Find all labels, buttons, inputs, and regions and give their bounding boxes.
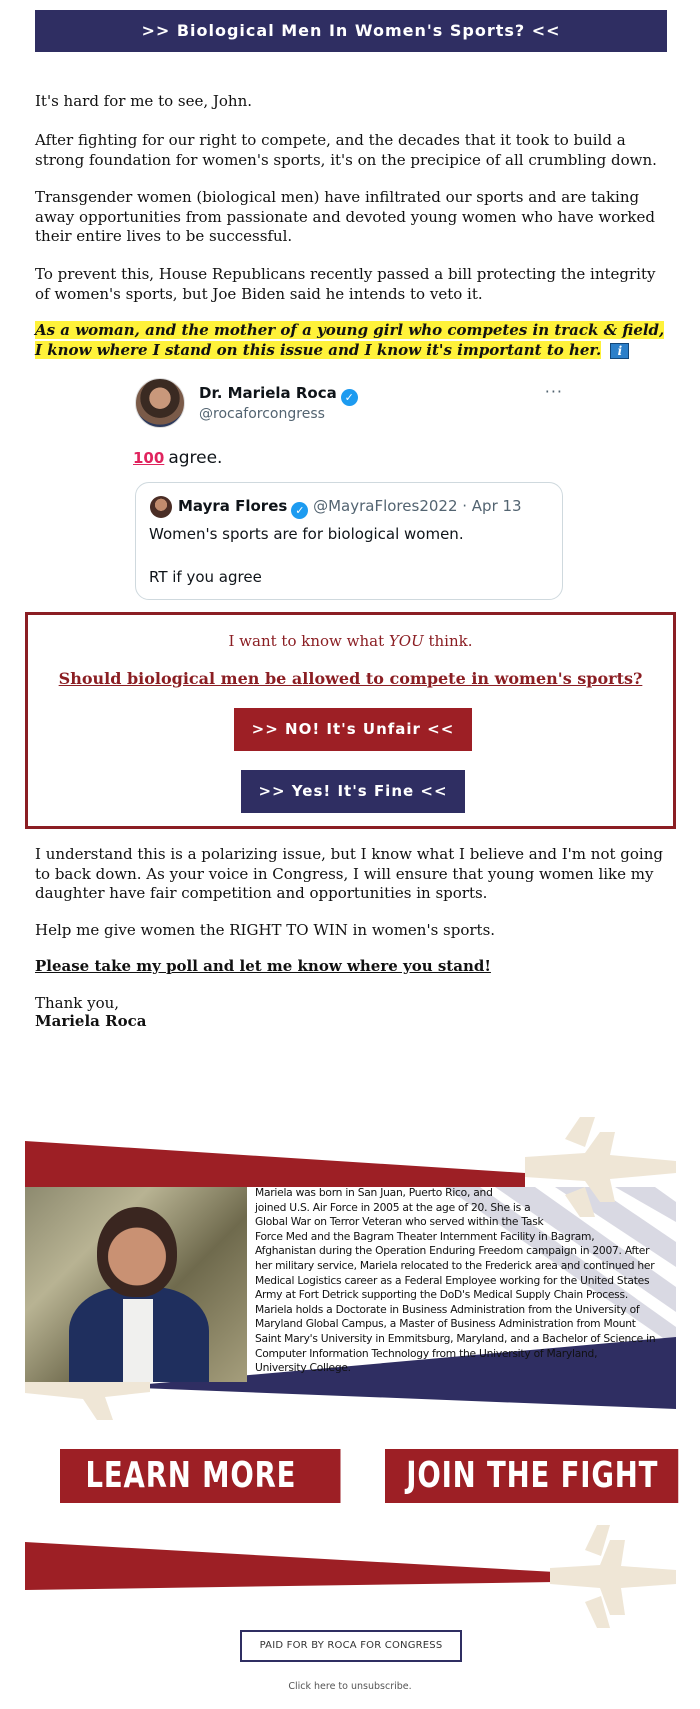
- poll-intro-after: think.: [423, 632, 473, 650]
- learn-more-button[interactable]: LEARN MORE: [60, 1449, 341, 1503]
- bio-line: Computer Information Technology from the University of Maryland,: [255, 1346, 598, 1360]
- bio-line: Saint Mary's University in Emmitsburg, Maryland, and a Bachelor of Science in: [255, 1331, 656, 1345]
- bio-line: Mariela holds a Doctorate in Business Administration from the University of: [255, 1302, 640, 1316]
- photo-shirt: [123, 1299, 153, 1382]
- avatar[interactable]: [135, 378, 185, 428]
- poll-intro: [28, 632, 673, 650]
- poll-intro-before: I want to know what: [228, 632, 389, 650]
- bio-line: Maryland Global Campus, a Master of Business Administration from Mount: [255, 1317, 636, 1331]
- photo-head: [97, 1207, 177, 1297]
- bio-line: her military service, Mariela relocated to the Frederick area and continued her: [255, 1258, 655, 1272]
- more-options-icon[interactable]: ···: [544, 382, 563, 401]
- quoted-author-name: Mayra Flores: [178, 497, 288, 515]
- tweet-author[interactable]: [199, 384, 358, 406]
- paragraph-greeting: It's hard for me to see, John.: [35, 92, 253, 110]
- unsubscribe-link[interactable]: Click here to unsubscribe.: [288, 1681, 412, 1692]
- paragraph-transgender: Transgender women (biological men) have infiltrated our sports and are taking away opportunities from passionate and devoted young women who have worked their entire lives to be successful.: [35, 188, 655, 245]
- tweet-handle[interactable]: @rocaforcongress: [199, 406, 325, 422]
- bottom-red-stripe: [25, 1542, 555, 1590]
- quoted-author: [178, 497, 522, 519]
- paragraph-polarizing: I understand this is a polarizing issue, but I know what I believe and I'm not going to back down. As your voice in Congress, I will ensure that young women like my daughter have fair competition and opportunities in sports.: [35, 845, 663, 902]
- info-icon: i: [610, 343, 629, 359]
- bio-line: Army at Fort Detrick supporting the DoD's Medical Supply Chain Process.: [255, 1288, 628, 1302]
- verified-badge-icon: ✓: [291, 502, 308, 519]
- paragraph-right-to-win: Help me give women the RIGHT TO WIN in women's sports.: [35, 921, 496, 939]
- tweet-body: agree.: [168, 448, 223, 468]
- quoted-tweet[interactable]: [135, 482, 563, 600]
- bio-line: Mariela was born in San Juan, Puerto Rico, and: [255, 1186, 493, 1199]
- bio-line: University College.: [255, 1361, 351, 1375]
- paragraph-bill: To prevent this, House Republicans recently passed a bill protecting the integrity of women's sports, but Joe Biden said he intends to veto it.: [35, 265, 656, 303]
- fighter-jet-bottom-icon: [550, 1525, 676, 1628]
- signature: Mariela Roca: [35, 1012, 147, 1030]
- paragraph-fighting: After fighting for our right to compete, and the decades that it took to build a strong foundation for women's sports, it's on the precipice of all crumbling down.: [35, 131, 657, 169]
- bio-line: joined U.S. Air Force in 2005 at the age of 20. She is a: [255, 1200, 531, 1214]
- poll-box: [25, 612, 676, 829]
- bio-text: [255, 1186, 679, 1376]
- vote-yes-button[interactable]: >> Yes! It's Fine <<: [241, 770, 465, 813]
- poll-question-link[interactable]: Should biological men be allowed to compete in women's sports?: [58, 669, 643, 688]
- tweet-author-name: Dr. Mariela Roca: [199, 384, 337, 402]
- embedded-tweet[interactable]: [133, 378, 567, 600]
- bio-line: Afghanistan during the Operation Enduring Freedom campaign in 2007. After: [255, 1244, 650, 1258]
- verified-badge-icon: ✓: [341, 389, 358, 406]
- closing: Thank you,: [35, 994, 120, 1012]
- highlighted-text: As a woman, and the mother of a young girl who competes in track & field, I know where I stand on this issue and I know it's important to her.: [35, 321, 665, 359]
- tweet-text: [133, 448, 222, 468]
- poll-intro-em: YOU: [388, 632, 424, 650]
- poll-link[interactable]: Please take my poll and let me know where you stand!: [35, 957, 491, 975]
- vote-no-button[interactable]: >> NO! It's Unfair <<: [234, 708, 472, 751]
- quoted-text-line1: Women's sports are for biological women.: [149, 525, 464, 543]
- join-the-fight-button[interactable]: JOIN THE FIGHT: [385, 1449, 678, 1503]
- paid-for-disclaimer: PAID FOR BY ROCA FOR CONGRESS: [240, 1630, 462, 1662]
- quoted-meta: @MayraFlores2022 · Apr 13: [313, 497, 522, 515]
- bio-line: Force Med and the Bagram Theater Internment Facility in Bagram,: [255, 1229, 595, 1243]
- bio-line: Global War on Terror Veteran who served within the Task: [255, 1215, 544, 1229]
- top-red-stripe: [25, 1141, 525, 1187]
- bio-line: Medical Logistics career as a Federal Employee working for the United States: [255, 1273, 650, 1287]
- quoted-text-line2: RT if you agree: [149, 568, 262, 586]
- bottom-decoration: [25, 1520, 676, 1630]
- quoted-avatar: [150, 496, 172, 518]
- hundred-points-icon: 100: [133, 449, 165, 467]
- paragraph-highlight: [35, 320, 665, 360]
- candidate-photo: [25, 1187, 247, 1382]
- headline-banner[interactable]: >> Biological Men In Women's Sports? <<: [35, 10, 667, 52]
